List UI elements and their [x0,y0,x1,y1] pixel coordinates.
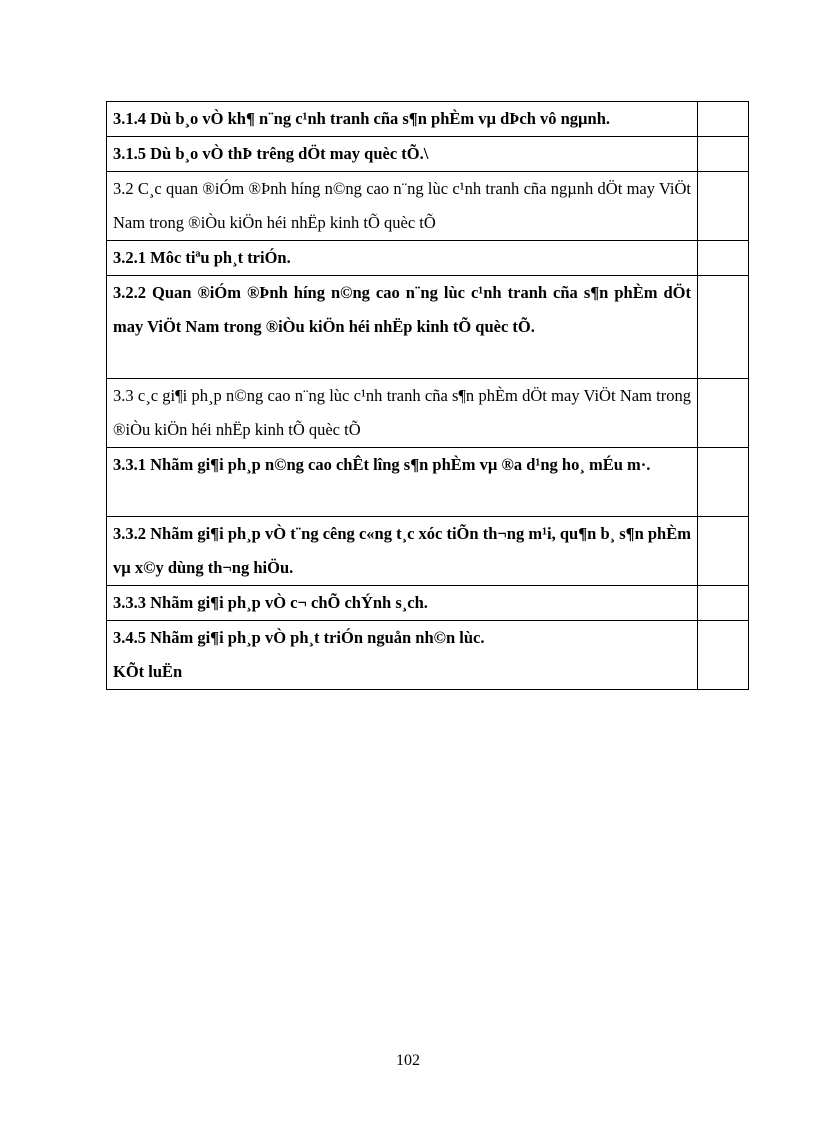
toc-entry-text: 3.1.4 Dù b¸o vÒ kh¶ n¨ng c¹nh tranh cña s¶n phÈm vµ dÞch vô ngµnh. [107,102,698,137]
toc-entry-page [698,586,749,621]
page-number: 102 [396,1052,420,1069]
toc-entry-page [698,241,749,276]
toc-row [107,276,749,379]
toc-entry-page [698,517,749,586]
toc-entry-text: 3.3.3 Nhãm gi¶i ph¸p vÒ c¬ chÕ chÝnh s¸ch. [107,586,698,621]
toc-entry-text: 3.2.1 Môc tiªu ph¸t triÓn. [107,241,698,276]
toc-entry-page [698,448,749,517]
table-of-contents [106,101,749,690]
toc-entry-line: 3.4.5 Nhãm gi¶i ph¸p vÒ ph¸t triÓn nguån nh©n lùc. [113,628,485,647]
toc-entry-text: 3.2.2 Quan ®iÓm ®Þnh híng n©ng cao n¨ng lùc c¹nh tranh cña s¶n phÈm dÖt may ViÖt Nam trong ®iÒu kiÖn héi nhËp kinh tÕ quèc tÕ. [107,276,698,379]
toc-entry-page [698,379,749,448]
toc-row [107,137,749,172]
toc-entry-page [698,276,749,379]
toc-entry-text: 3.3.1 Nhãm gi¶i ph¸p n©ng cao chÊt lîng s¶n phÈm vµ ®a d¹ng ho¸ mÉu m·. [107,448,698,517]
toc-entry-page [698,172,749,241]
toc-row [107,621,749,690]
toc-row [107,586,749,621]
toc-entry-text: 3.3 c¸c gi¶i ph¸p n©ng cao n¨ng lùc c¹nh tranh cña s¶n phÈm dÖt may ViÖt Nam trong ®iÒu kiÖn héi nhËp kinh tÕ quèc tÕ [107,379,698,448]
toc-entry-page [698,102,749,137]
toc-entry-text: 3.2 C¸c quan ®iÓm ®Þnh híng n©ng cao n¨ng lùc c¹nh tranh cña ngµnh dÖt may ViÖt Nam trong ®iÒu kiÖn héi nhËp kinh tÕ quèc tÕ [107,172,698,241]
toc-entry-page [698,137,749,172]
toc-row [107,241,749,276]
toc-entry-text: 3.1.5 Dù b¸o vÒ thÞ trêng dÖt may quèc tÕ.\ [107,137,698,172]
toc-row [107,102,749,137]
toc-entry-text: 3.3.2 Nhãm gi¶i ph¸p vÒ t¨ng cêng c«ng t¸c xóc tiÕn th¬ng m¹i, qu¶n b¸ s¶n phÈm vµ x©y dùng th¬ng hiÖu. [107,517,698,586]
toc-entry-text [107,621,698,690]
toc-row [107,517,749,586]
toc-entry-conclusion: KÕt luËn [113,662,183,681]
toc-entry-page [698,621,749,690]
toc-row [107,448,749,517]
toc-row [107,379,749,448]
toc-row [107,172,749,241]
